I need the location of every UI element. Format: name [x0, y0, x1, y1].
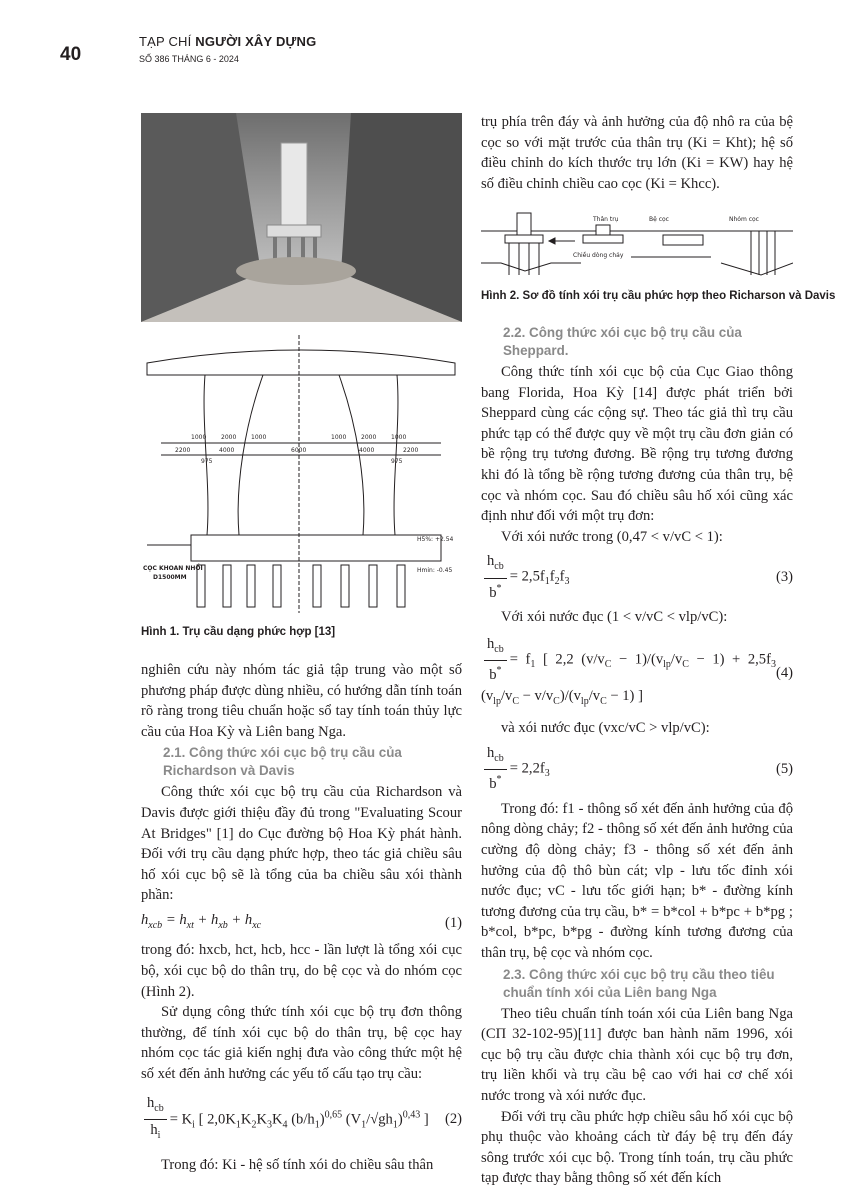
fig1-dim-4: 1000 [331, 434, 347, 441]
heading-2-2: 2.2. Công thức xói cục bộ trụ cầu của Sheppard. [503, 325, 742, 358]
right-column [481, 322, 793, 1189]
fig1-h5-label: H5%: +2.54 [417, 536, 454, 543]
pier-photo-drawing [141, 113, 462, 322]
right-paragraph-4: Đối với trụ cầu phức hợp chiều sâu hố xói cục bộ phụ thuộc vào khoảng cách từ đáy bệ trụ đến đáy sông trước xói cục bộ. Trong tính toán, trụ cầu phức tạp được thay bằng thông số xét đến kích [481, 1108, 793, 1187]
fig1-caption: Hình 1. Trụ cầu dạng phức hợp [13] [141, 626, 336, 638]
right-paragraph-2: Trong đó: f1 - thông số xét đến ảnh hưởng của độ nông dòng chảy; f2 - thông số xét đến ảnh hưởng của cường độ dòng chảy; f3 - thông số xét đến ảnh hưởng của độ thô bùn cát; vlp - lưu tốc đỉnh xói nước đục; vC - lưu tốc giới hạn; b* - đường kính tương đương của trụ cầu, b* = b*col + b*pc + b*pg ; b*col, b*pc, b*pg - đường kính tương đương của thân trụ, bệ cọc và nhóm cọc. [481, 800, 793, 962]
journal-name: NGƯỜI XÂY DỰNG [195, 34, 317, 49]
fig2-label-nhom-coc: Nhóm cọc [729, 216, 759, 223]
heading-2-3: 2.3. Công thức xói cục bộ trụ cầu theo tiêu chuẩn tính xói của Liên bang Nga [503, 966, 775, 1000]
left-column [141, 660, 462, 1175]
fig1-dim-mid-4: 4000 [359, 447, 375, 454]
equation-1: $h_{xcb} = h_{xt} + h_{xb} + h_{xc}$ (1) [141, 910, 462, 937]
right-paragraph-3: Theo tiêu chuẩn tính toán xói của Liên bang Nga (СП 32-102-95)[11] được ban hành năm 1996, xói cục bộ trụ cầu được chia thành xói cục bộ trụ đơn, trụ liền khối và trụ cầu bệ cao với hai cơ chế xói nước trong và xói nước đục. [481, 1005, 793, 1105]
left-paragraph-1: Công thức xói cục bộ trụ cầu của Richardson và Davis được giới thiệu đầy đủ trong "Evaluating Scour At Bridges" [1] do Cục đường bộ Hoa Kỳ phát hành. Đối với trụ cầu dạng phức hợp, theo tác giả chiều sâu hố xói cục bộ sẽ là tổng của ba chiều sâu xói thành phần: [141, 784, 462, 904]
fig1-pile-label-1: CỌC KHOAN NHỒI [143, 565, 203, 572]
heading-2-1: 2.1. Công thức xói cục bộ trụ cầu của Richardson và Davis [163, 745, 402, 779]
fig1-dim-mid-3: 6000 [291, 447, 307, 454]
equation-4: $\frac{h_{cb}}{b^*}$ = $f_1$ [ 2,2 $(v/v_C - 1)/(v_{lp}/v_C - 1) + 2,5f_3$ $(v_{lp}/v_C - v/v_C)/(v_{lp}/v_C - 1)$ ] (4) [481, 635, 793, 707]
equation-4-number: (4) [775, 664, 793, 681]
right-muddy-water: Với xói nước đục (1 < v/vC < vlp/vC): [501, 609, 728, 626]
fig1-dim-mid-1: 2200 [175, 447, 191, 454]
fig2-caption: Hình 2. Sơ đồ tính xói trụ cầu phức hợp theo Richarson và Davis [481, 290, 836, 302]
fig1-dim-2: 2000 [221, 434, 237, 441]
fig1-dim-5: 2000 [361, 434, 377, 441]
equation-2-number: (2) [444, 1111, 462, 1128]
fig2-scour-diagram [481, 209, 793, 281]
fig1-pier-drawing [141, 335, 462, 613]
left-paragraph-2: trong đó: hxcb, hct, hcb, hcc - lần lượt là tổng xói cục bộ, xói cục bộ do thân trụ, do bệ cọc và do nhóm cọc (Hình 2). [141, 942, 462, 1000]
fig1-dim-small-1: 975 [201, 458, 213, 465]
equation-5-number: (5) [775, 760, 793, 777]
equation-5: $\frac{h_{cb}}{b^*}$ = $2,2f_3$ (5) [481, 743, 793, 795]
right-clear-water: Với xói nước trong (0,47 < v/vC < 1): [501, 528, 723, 545]
fig1-hmin-label: Hmin: -0.45 [417, 567, 453, 574]
journal-title [139, 34, 316, 49]
fig1-dim-3: 1000 [251, 434, 267, 441]
equation-1-number: (1) [444, 914, 462, 931]
fig1-dim-1: 1000 [191, 434, 207, 441]
right-column-top [481, 112, 793, 194]
page-number: 40 [60, 44, 82, 65]
left-intro-paragraph: nghiên cứu này nhóm tác giả tập trung vào một số phương pháp được dùng nhiều, có hướng dẫn tính toán rõ ràng trong tiêu chuẩn hoặc sổ tay tính toán thủy lực cầu của Hoa Kỳ và Liên bang Nga. [141, 662, 462, 740]
fig2-label-than-tru: Thân trụ [593, 216, 619, 223]
journal-issue: SỐ 386 THÁNG 6 - 2024 [139, 54, 239, 64]
fig2-label-be-coc: Bệ cọc [649, 216, 669, 223]
right-paragraph-1: Công thức tính xói cục bộ của Cục Giao thông bang Florida, Hoa Kỳ [14] được phát triển bởi Sheppard cùng các cộng sự. Theo tác giả thì trụ cầu phức tạp có thể được quy về một trụ cầu đơn giản có bề rộng trụ tương đương. Bề rộng trụ tương đương khi đó là tổng bề rộng tương đương của thân trụ, bệ cọc và nhóm cọc. Sau đó chiều sâu hố xói cũng xác định như đối với một trụ đơn: [481, 364, 793, 525]
equation-3-number: (3) [775, 569, 793, 586]
fig2-label-chieu: Chiều dòng chảy [573, 252, 624, 259]
fig1-dim-mid-2: 4000 [219, 447, 235, 454]
fig1-dim-6: 1000 [391, 434, 407, 441]
right-paragraph-top: trụ phía trên đáy và ảnh hưởng của độ nhô ra của bệ cọc so với mặt trước của thân trụ (Ki = Kht); hệ số điều chỉnh do kích thước trụ lớn (Ki = KW) hay hệ số điều chỉnh chiều cao cọc (Ki = Khcc). [481, 114, 793, 192]
pier-photo [141, 113, 462, 322]
left-paragraph-3: Sử dụng công thức tính xói cục bộ trụ đơn thông thường, để tính xói cục bộ do thân trụ, bệ cọc hay nhóm cọc tác giả kiến nghị đưa vào công thức một hệ số xét đến ảnh hưởng các yếu tố cấu tạo trụ cầu: [141, 1004, 462, 1082]
fig1-dim-small-2: 975 [391, 458, 403, 465]
left-paragraph-4: Trong đó: Ki - hệ số tính xói do chiều sâu thân [161, 1156, 434, 1173]
journal-prefix: TẠP CHÍ [139, 34, 196, 49]
equation-2: $\frac{h_{cb}}{h_i}$ = $K_i$ [ $2,0K_1K_2K_3K_4$ $(b/h_1)^{0,65}$ $(V_1/√gh_1)^{0,43}$ ] (2) [141, 1093, 462, 1147]
fig1-pile-label-2: D1500MM [153, 574, 187, 581]
fig1-dim-mid-5: 2200 [403, 447, 419, 454]
equation-3: $\frac{h_{cb}}{b^*}$ = $2,5f_1f_2f_3$ (3) [481, 551, 793, 603]
right-muddy-water-2: và xói nước đục (vxc/vC > vlp/vC): [501, 720, 710, 737]
